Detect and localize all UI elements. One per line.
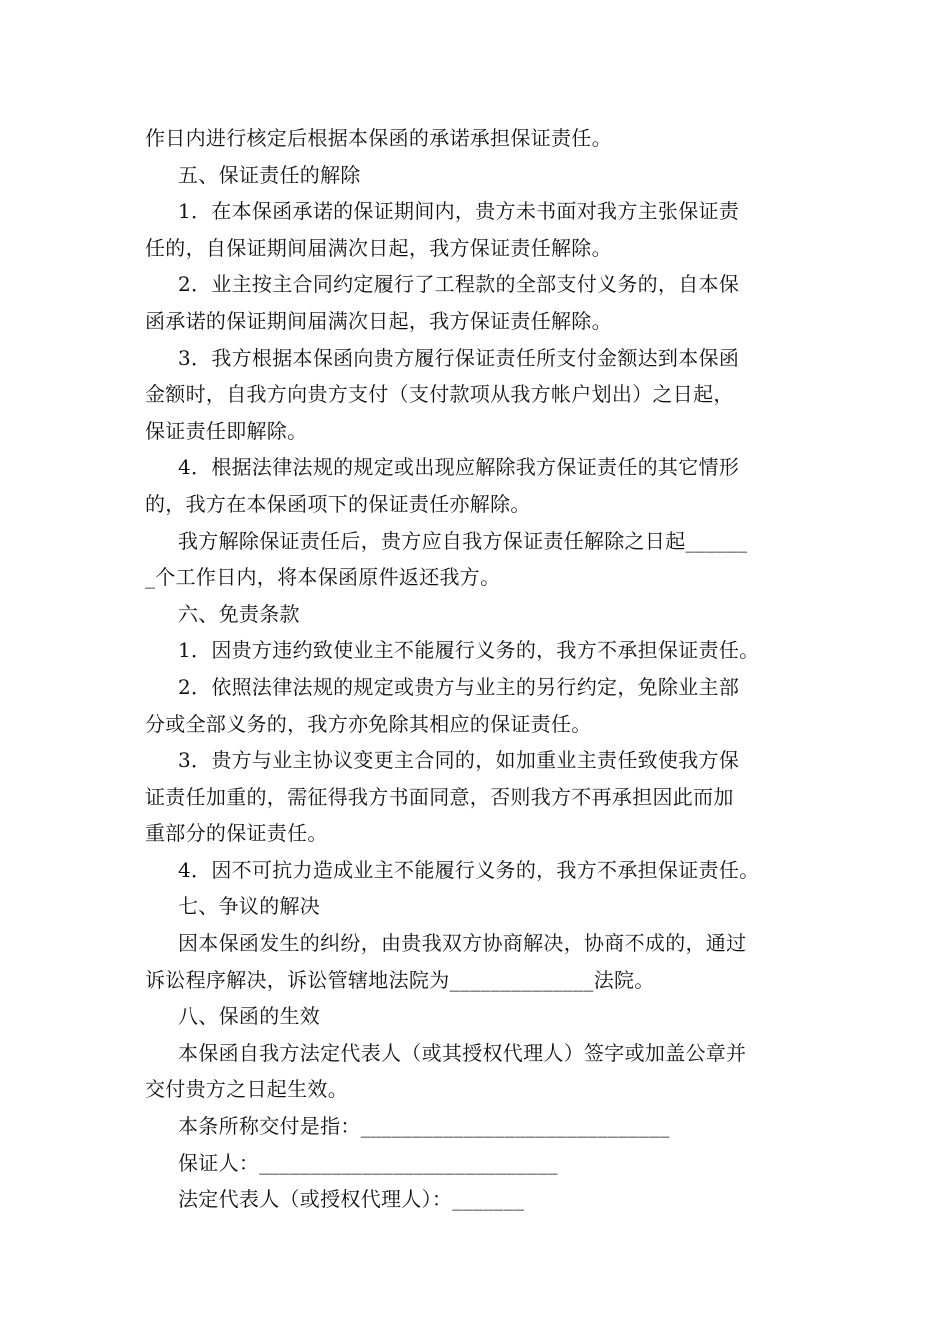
document-page bbox=[145, 120, 807, 1218]
text-line: 重部分的保证责任。 bbox=[145, 821, 328, 846]
text-line: 的，我方在本保函项下的保证责任亦解除。 bbox=[145, 491, 531, 516]
section-heading: 七、争议的解决 bbox=[178, 894, 321, 919]
text-line: 作日内进行核定后根据本保函的承诺承担保证责任。 bbox=[145, 126, 612, 150]
text-line: 4．根据法律法规的规定或出现应解除我方保证责任的其它情形 bbox=[178, 455, 740, 480]
section-heading: 八、保函的生效 bbox=[178, 1004, 321, 1029]
text-line: 2．依照法律法规的规定或贵方与业主的另行约定，免除业主部 bbox=[178, 674, 740, 699]
text-line: 诉讼程序解决，诉讼管辖地法院为______________法院。 bbox=[145, 967, 655, 992]
text-line: 交付贵方之日起生效。 bbox=[145, 1077, 348, 1102]
text-line: 3．贵方与业主协议变更主合同的，如加重业主责任致使我方保 bbox=[178, 748, 740, 773]
text-line: 我方解除保证责任后，贵方应自我方保证责任解除之日起______ bbox=[178, 528, 748, 553]
text-line: 本保函自我方法定代表人（或其授权代理人）签字或加盖公章并 bbox=[178, 1040, 747, 1065]
text-line: 证责任加重的，需征得我方书面同意，否则我方不再承担因此而加 bbox=[145, 784, 734, 809]
text-line: 函承诺的保证期间届满次日起，我方保证责任解除。 bbox=[145, 308, 612, 333]
delivery-field: 本条所称交付是指：______________________________ bbox=[178, 1114, 670, 1139]
text-line: 金额时，自我方向贵方支付（支付款项从我方帐户划出）之日起， bbox=[145, 382, 734, 407]
text-line: 分或全部义务的，我方亦免除其相应的保证责任。 bbox=[145, 711, 592, 736]
guarantor-field: 保证人：_____________________________ bbox=[178, 1150, 558, 1175]
section-heading: 六、免责条款 bbox=[178, 601, 300, 626]
text-line: 保证责任即解除。 bbox=[145, 418, 308, 443]
text-line: 3．我方根据本保函向贵方履行保证责任所支付金额达到本保函 bbox=[178, 345, 740, 370]
section-heading: 五、保证责任的解除 bbox=[178, 162, 361, 187]
text-line: 因本保函发生的纠纷，由贵我双方协商解决，协商不成的，通过 bbox=[178, 931, 747, 956]
text-line: 1．在本保函承诺的保证期间内，贵方未书面对我方主张保证责 bbox=[178, 199, 740, 224]
text-line: 任的，自保证期间届满次日起，我方保证责任解除。 bbox=[145, 235, 612, 260]
text-line: 2．业主按主合同约定履行了工程款的全部支付义务的，自本保 bbox=[178, 272, 740, 297]
text-line: _个工作日内，将本保函原件返还我方。 bbox=[145, 565, 501, 590]
text-line: 4．因不可抗力造成业主不能履行义务的，我方不承担保证责任。 bbox=[178, 857, 760, 882]
legal-representative-field: 法定代表人（或授权代理人）：_______ bbox=[178, 1187, 525, 1212]
text-line: 1．因贵方违约致使业主不能履行义务的，我方不承担保证责任。 bbox=[178, 638, 760, 663]
